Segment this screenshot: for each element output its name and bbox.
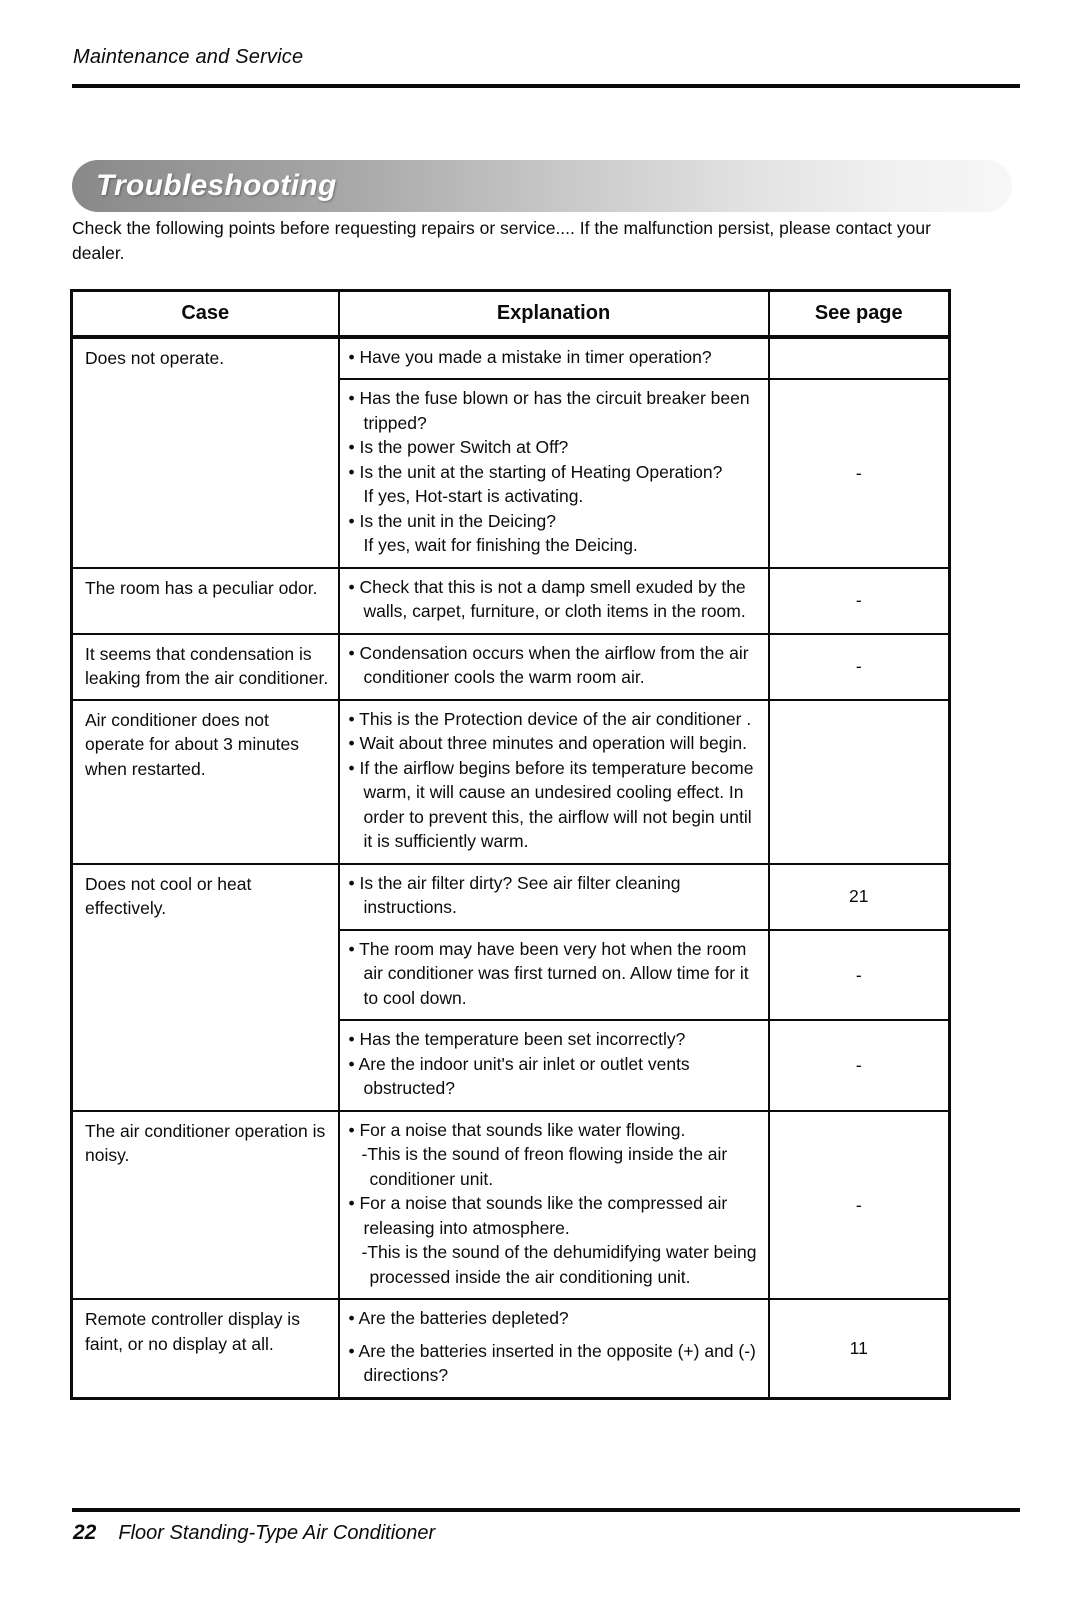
case-cell: Does not cool or heat effectively.	[72, 864, 339, 1111]
see-page-cell	[769, 700, 950, 864]
explanation-cell	[339, 337, 769, 380]
explanation-cell	[339, 700, 769, 864]
column-header-see-page: See page	[769, 291, 950, 337]
explanation-cell	[339, 379, 769, 568]
explanation-item: • If the airflow begins before its temperature become warm, it will cause an undesired cooling effect. In order to prevent this, the airflow will not begin until it is sufficiently warm.	[348, 757, 754, 851]
explanation-item: • Is the unit at the starting of Heating Operation?	[348, 461, 723, 482]
column-header-explanation: Explanation	[339, 291, 769, 337]
explanation-item: If yes, Hot-start is activating.	[363, 486, 584, 506]
explanation-cell	[339, 1111, 769, 1300]
header-divider	[72, 84, 1020, 88]
explanation-item: • This is the Protection device of the air conditioner .	[348, 708, 752, 729]
explanation-item: • The room may have been very hot when the room air conditioner was first turned on. Allow time for it to cool down.	[348, 938, 749, 1008]
explanation-cell	[339, 568, 769, 634]
intro-text: Check the following points before requesting repairs or service.... If the malfunction persist, please contact your dealer.	[72, 218, 931, 263]
see-page-cell: -	[769, 568, 950, 634]
explanation-cell	[339, 864, 769, 930]
explanation-item: -This is the sound of freon flowing inside the air conditioner unit.	[361, 1144, 728, 1189]
footer-divider	[72, 1508, 1020, 1512]
column-header-case: Case	[72, 291, 339, 337]
explanation-cell	[339, 1020, 769, 1111]
explanation-cell	[339, 930, 769, 1021]
footer	[73, 1521, 435, 1545]
see-page-cell: 21	[769, 864, 950, 930]
running-head: Maintenance and Service	[73, 46, 304, 68]
explanation-item: • For a noise that sounds like water flowing.	[348, 1119, 686, 1140]
explanation-item: -This is the sound of the dehumidifying water being processed inside the air conditioning unit.	[361, 1242, 757, 1287]
explanation-item: • Are the batteries inserted in the opposite (+) and (-) directions?	[348, 1340, 756, 1385]
troubleshooting-table-wrap	[70, 289, 951, 1400]
see-page-cell: -	[769, 1111, 950, 1300]
see-page-cell: 11	[769, 1299, 950, 1398]
see-page-cell	[769, 337, 950, 380]
explanation-item: • Has the temperature been set incorrectly?	[348, 1029, 686, 1049]
troubleshooting-table	[70, 289, 951, 1400]
table-row	[72, 1299, 950, 1398]
table-row	[72, 864, 950, 930]
explanation-item: • Are the batteries depleted?	[348, 1308, 569, 1328]
explanation-item: • Is the air filter dirty? See air filter cleaning instructions.	[348, 872, 681, 917]
explanation-item: • Wait about three minutes and operation will begin.	[348, 733, 747, 753]
case-cell: Does not operate.	[72, 337, 339, 568]
table-row	[72, 700, 950, 864]
explanation-item: • Condensation occurs when the airflow from the air conditioner cools the warm room air.	[348, 642, 749, 687]
explanation-item: • Have you made a mistake in timer operation?	[348, 346, 712, 367]
see-page-cell: -	[769, 634, 950, 700]
table-header-row	[72, 291, 950, 337]
footer-title: Floor Standing-Type Air Conditioner	[118, 1522, 436, 1544]
section-title: Troubleshooting	[96, 169, 337, 202]
explanation-cell	[339, 634, 769, 700]
explanation-item: • Has the fuse blown or has the circuit breaker been tripped?	[348, 388, 750, 433]
explanation-item: • For a noise that sounds like the compressed air releasing into atmosphere.	[348, 1193, 728, 1238]
explanation-item: • Is the unit in the Deicing?	[348, 510, 556, 531]
case-cell: Remote controller display is faint, or no display at all.	[72, 1299, 339, 1398]
explanation-item: • Is the power Switch at Off?	[348, 437, 569, 457]
see-page-cell: -	[769, 379, 950, 568]
see-page-cell: -	[769, 930, 950, 1021]
case-cell: It seems that condensation is leaking from the air conditioner.	[72, 634, 339, 700]
troubleshooting-table-body	[72, 337, 950, 1399]
see-page-cell: -	[769, 1020, 950, 1111]
case-cell: The air conditioner operation is noisy.	[72, 1111, 339, 1300]
case-cell: Air conditioner does not operate for about 3 minutes when restarted.	[72, 700, 339, 864]
table-row	[72, 337, 950, 380]
page-number: 22	[73, 1521, 97, 1544]
section-banner	[72, 160, 1012, 212]
explanation-item: • Are the indoor unit's air inlet or outlet vents obstructed?	[348, 1053, 690, 1098]
case-cell: The room has a peculiar odor.	[72, 568, 339, 634]
explanation-item: If yes, wait for finishing the Deicing.	[363, 535, 638, 555]
table-row	[72, 568, 950, 634]
explanation-item: • Check that this is not a damp smell exuded by the walls, carpet, furniture, or cloth items in the room.	[348, 576, 746, 621]
explanation-cell	[339, 1299, 769, 1398]
table-row	[72, 1111, 950, 1300]
table-row	[72, 634, 950, 700]
